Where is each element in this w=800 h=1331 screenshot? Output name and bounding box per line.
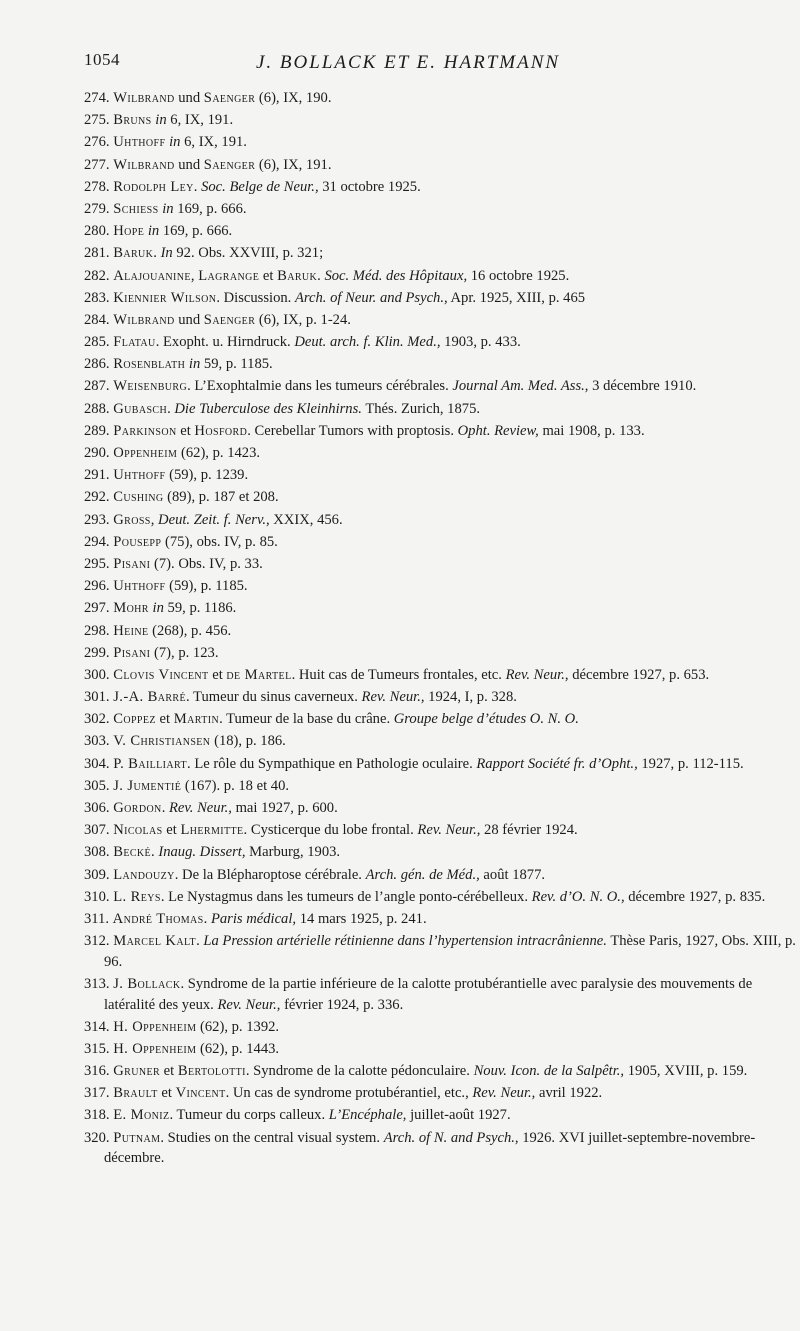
reference-entry xyxy=(84,376,796,397)
reference-text: . Exopht. u. Hirndruck. xyxy=(155,334,295,351)
reference-text: 59, p. 1186. xyxy=(163,600,237,617)
reference-entry xyxy=(84,332,796,353)
reference-author: Gross xyxy=(113,511,151,528)
reference-text: (268), p. 456. xyxy=(148,622,232,639)
reference-author: J. Bollack xyxy=(113,975,181,992)
reference-title: Arch. gén. de Méd., xyxy=(365,866,480,883)
reference-number: 274. xyxy=(84,90,114,106)
reference-entry xyxy=(84,443,796,464)
reference-entry xyxy=(84,576,796,597)
reference-text: . xyxy=(203,910,211,927)
reference-entry xyxy=(84,399,796,420)
reference-author: Saenger xyxy=(203,311,256,328)
reference-entry xyxy=(84,221,796,242)
reference-author: Mohr xyxy=(113,600,149,617)
reference-text: 6, IX, 191. xyxy=(180,134,247,151)
reference-entry xyxy=(84,820,796,841)
reference-title: in xyxy=(188,356,201,373)
reference-number: 300. xyxy=(84,666,114,683)
reference-text: und xyxy=(174,311,204,328)
reference-text: 31 octobre 1925. xyxy=(318,178,421,195)
reference-text: (18), p. 186. xyxy=(210,733,286,750)
reference-title: in xyxy=(155,112,167,129)
reference-text: 1926. XVI juillet-septembre-novembre-décembre. xyxy=(104,1129,756,1167)
reference-title: Rev. Neur., xyxy=(472,1085,536,1102)
reference-entry xyxy=(84,288,796,309)
reference-text: und xyxy=(174,156,204,173)
reference-entry xyxy=(84,155,796,176)
reference-text: . xyxy=(151,844,159,861)
reference-entry xyxy=(84,776,796,797)
reference-entry xyxy=(84,310,796,331)
reference-text: . Tumeur du sinus caverneux. xyxy=(186,689,362,706)
reference-text: (59), p. 1185. xyxy=(165,578,248,595)
reference-title: Paris médical, xyxy=(210,910,297,927)
reference-number: 279. xyxy=(84,200,114,217)
reference-text: . xyxy=(167,400,175,417)
reference-number: 275. xyxy=(84,112,114,129)
reference-text: (6), IX, 190. xyxy=(255,90,332,106)
reference-author: Baruk xyxy=(113,245,154,262)
reference-author: Pisani xyxy=(113,555,151,572)
reference-title: Nouv. Icon. de la Salpêtr., xyxy=(473,1063,625,1080)
reference-author: Hope xyxy=(113,223,145,240)
reference-text: , xyxy=(150,511,159,528)
reference-entry xyxy=(84,643,796,664)
reference-number: 283. xyxy=(84,289,114,306)
reference-text: . xyxy=(317,267,325,284)
reference-title: in xyxy=(169,134,181,151)
reference-author: Pousepp xyxy=(113,533,162,550)
reference-number: 280. xyxy=(84,223,114,240)
reference-number: 296. xyxy=(84,578,114,595)
reference-entry xyxy=(84,798,796,819)
reference-number: 314. xyxy=(84,1018,114,1035)
reference-entry xyxy=(84,865,796,886)
reference-title: Rev. Neur., xyxy=(217,996,281,1013)
reference-text: und xyxy=(174,90,204,106)
reference-number: 304. xyxy=(84,755,114,772)
reference-number: 307. xyxy=(84,822,114,839)
reference-author: Pisani xyxy=(113,644,151,661)
reference-text: Thèse Paris, 1927, Obs. XIII, p. 96. xyxy=(104,933,796,970)
reference-text: Apr. 1925, XIII, p. 465 xyxy=(447,289,586,306)
reference-number: 297. xyxy=(84,600,114,617)
reference-entry xyxy=(84,1083,796,1104)
reference-entry xyxy=(84,465,796,486)
reference-title: Deut. Zeit. f. Nerv., xyxy=(158,511,270,528)
reference-author: Martin xyxy=(173,711,220,728)
reference-entry xyxy=(84,731,796,752)
reference-author: Gordon xyxy=(113,800,162,816)
reference-text: (62), p. 1423. xyxy=(177,445,261,461)
reference-entry xyxy=(84,266,796,287)
reference-text: 1905, XVIII, p. 159. xyxy=(624,1063,748,1080)
reference-title: in xyxy=(162,200,174,217)
reference-number: 308. xyxy=(84,844,114,861)
reference-author: Clovis Vincent xyxy=(113,666,209,683)
reference-text: . Studies on the central visual system. xyxy=(160,1129,384,1146)
reference-text: . xyxy=(153,245,161,262)
reference-author: Kiennier Wilson xyxy=(113,289,217,306)
reference-author: Gubasch xyxy=(113,400,168,417)
reference-number: 286. xyxy=(84,356,114,373)
reference-number: 303. xyxy=(84,733,114,750)
reference-author: Cushing xyxy=(113,489,164,506)
reference-author: Heine xyxy=(113,622,149,639)
reference-text: mai 1908, p. 133. xyxy=(538,422,645,439)
reference-text: . xyxy=(193,178,202,195)
reference-number: 281. xyxy=(84,245,114,262)
reference-entry xyxy=(84,974,796,1015)
reference-entry xyxy=(84,487,796,508)
reference-text: 14 mars 1925, p. 241. xyxy=(296,910,427,927)
reference-text: . Syndrome de la partie inférieure de la calotte protubérantielle avec paralysie des mouvements de latéralité des yeux. xyxy=(104,975,753,1013)
reference-text: 1927, p. 112-115. xyxy=(637,755,744,772)
reference-author: Bruns xyxy=(113,112,152,129)
reference-text: décembre 1927, p. 835. xyxy=(624,888,766,905)
reference-entry xyxy=(84,199,796,220)
reference-title: Rapport Société fr. d’Opht., xyxy=(476,755,638,772)
reference-title: In xyxy=(160,245,173,262)
reference-text: (89), p. 187 et 208. xyxy=(163,489,279,506)
reference-text: août 1877. xyxy=(479,866,546,883)
reference-text: . Huit cas de Tumeurs frontales, etc. xyxy=(291,666,506,683)
reference-text: Marburg, 1903. xyxy=(245,844,341,861)
reference-author: Uhthoff xyxy=(113,134,166,151)
reference-number: 316. xyxy=(84,1063,114,1080)
reference-text: . De la Blépharoptose cérébrale. xyxy=(174,866,366,883)
reference-number: 277. xyxy=(84,156,114,173)
reference-text: 169, p. 666. xyxy=(173,200,247,217)
reference-author: Coppez xyxy=(113,711,156,728)
reference-title: Deut. arch. f. Klin. Med., xyxy=(294,334,441,351)
reference-text: 28 février 1924. xyxy=(480,822,578,839)
reference-entry xyxy=(84,1128,796,1169)
reference-number: 312. xyxy=(84,933,114,950)
reference-entry xyxy=(84,709,796,730)
reference-text: 59, p. 1185. xyxy=(200,356,273,373)
reference-author: Saenger xyxy=(203,156,256,173)
reference-text: et xyxy=(155,711,174,728)
reference-text: et xyxy=(160,1063,178,1080)
reference-number: 285. xyxy=(84,334,114,351)
reference-number: 302. xyxy=(84,711,114,728)
reference-text: 1903, p. 433. xyxy=(440,334,521,351)
reference-entry xyxy=(84,1105,796,1126)
reference-author: Gruner xyxy=(113,1063,161,1080)
reference-text: 6, IX, 191. xyxy=(166,112,234,129)
reference-author: Parkinson xyxy=(113,422,177,439)
reference-number: 278. xyxy=(84,178,114,195)
reference-author: J.-A. Barré xyxy=(113,689,187,706)
reference-text: 3 décembre 1910. xyxy=(588,378,697,395)
reference-entry xyxy=(84,621,796,642)
reference-number: 276. xyxy=(84,134,114,151)
reference-title: Rev. Neur., xyxy=(168,800,232,816)
reference-number: 292. xyxy=(84,489,114,506)
reference-author: Alajouanine xyxy=(113,267,191,284)
reference-text: (75), obs. IV, p. 85. xyxy=(161,533,278,550)
reference-author: Flatau xyxy=(113,334,156,351)
reference-author: H. Oppenheim xyxy=(113,1018,197,1035)
reference-number: 306. xyxy=(84,800,114,816)
reference-author: Uhthoff xyxy=(113,578,166,595)
reference-text: juillet-août 1927. xyxy=(406,1107,511,1124)
reference-author: Baruk xyxy=(277,267,318,284)
reference-text: février 1924, p. 336. xyxy=(280,996,404,1013)
reference-number: 298. xyxy=(84,622,114,639)
reference-author: de Martel xyxy=(226,666,292,683)
reference-title: L’Encéphale, xyxy=(328,1107,407,1124)
reference-number: 287. xyxy=(84,378,114,395)
reference-number: 291. xyxy=(84,467,114,484)
reference-text: . Tumeur du corps calleux. xyxy=(169,1107,329,1124)
reference-title: Journal Am. Med. Ass., xyxy=(452,378,589,395)
reference-author: Becké xyxy=(113,844,152,861)
reference-text: . Un cas de syndrome protubérantiel, etc., xyxy=(225,1085,473,1102)
reference-title: Soc. Méd. des Hôpitaux, xyxy=(324,267,468,284)
reference-author: Vincent xyxy=(175,1085,226,1102)
reference-author: Lhermitte xyxy=(180,822,244,839)
reference-title: in xyxy=(152,600,164,617)
reference-author: Nicolas xyxy=(113,822,163,839)
reference-entry xyxy=(84,1039,796,1060)
reference-entry xyxy=(84,754,796,775)
reference-text: (7). Obs. IV, p. 33. xyxy=(150,555,263,572)
reference-author: J. Jumentié xyxy=(113,777,182,794)
reference-number: 284. xyxy=(84,311,114,328)
reference-title: La Pression artérielle rétinienne dans l’hypertension intracrânienne. xyxy=(203,933,607,950)
reference-text: . xyxy=(161,800,169,816)
reference-entry xyxy=(84,532,796,553)
reference-author: André Thomas xyxy=(112,910,204,927)
reference-text: (62), p. 1443. xyxy=(196,1040,280,1057)
reference-entry xyxy=(84,598,796,619)
reference-title: Rev. Neur., xyxy=(417,822,481,839)
reference-entry xyxy=(84,510,796,531)
reference-author: Uhthoff xyxy=(113,467,166,484)
reference-text: (62), p. 1392. xyxy=(196,1018,280,1035)
reference-title: Rev. Neur., xyxy=(361,689,425,706)
reference-text: . Discussion. xyxy=(216,289,295,306)
reference-title: Soc. Belge de Neur., xyxy=(201,178,319,195)
reference-number: 320. xyxy=(84,1129,114,1146)
reference-title: Rev. Neur., xyxy=(505,666,569,683)
reference-text: . Cerebellar Tumors with proptosis. xyxy=(247,422,458,439)
reference-author: V. Christiansen xyxy=(113,733,211,750)
reference-entry xyxy=(84,1061,796,1082)
reference-number: 305. xyxy=(84,777,114,794)
reference-number: 301. xyxy=(84,689,114,706)
reference-author: Rodolph Ley xyxy=(113,178,194,195)
reference-author: H. Oppenheim xyxy=(113,1040,197,1057)
running-head: J. BOLLACK ET E. HARTMANN xyxy=(256,52,561,73)
reference-author: Rosenblath xyxy=(113,356,186,373)
reference-text: avril 1922. xyxy=(535,1085,603,1102)
reference-text: 1924, I, p. 328. xyxy=(424,689,517,706)
reference-title: Groupe belge d’études O. N. O. xyxy=(393,711,579,728)
reference-text: et xyxy=(176,422,195,439)
reference-text: décembre 1927, p. 653. xyxy=(568,666,710,683)
reference-number: 293. xyxy=(84,511,114,528)
reference-number: 295. xyxy=(84,555,114,572)
reference-number: 282. xyxy=(84,267,114,284)
reference-number: 290. xyxy=(84,445,114,461)
reference-title: in xyxy=(147,223,160,240)
reference-entry xyxy=(84,177,796,198)
reference-title: Arch. of Neur. and Psych., xyxy=(294,289,448,306)
reference-title: Die Tuberculose des Kleinhirns. xyxy=(174,400,362,417)
reference-text: . Cysticerque du lobe frontal. xyxy=(243,822,418,839)
reference-text: 92. Obs. XXVIII, p. 321; xyxy=(172,245,324,262)
reference-author: L. Reys xyxy=(113,888,161,905)
reference-text: mai 1927, p. 600. xyxy=(231,800,338,816)
reference-author: Lagrange xyxy=(198,267,260,284)
reference-text: . Syndrome de la calotte pédonculaire. xyxy=(245,1063,474,1080)
reference-number: 315. xyxy=(84,1040,114,1057)
reference-number: 299. xyxy=(84,644,114,661)
reference-text: 169, p. 666. xyxy=(159,223,233,240)
reference-author: Wilbrand xyxy=(113,311,175,328)
reference-entry xyxy=(84,132,796,153)
reference-entry xyxy=(84,665,796,686)
reference-author: Landouzy xyxy=(113,866,175,883)
reference-number: 318. xyxy=(84,1107,114,1124)
reference-author: Marcel Kalt xyxy=(113,933,197,950)
reference-author: Bertolotti xyxy=(177,1063,246,1080)
reference-author: Oppenheim xyxy=(113,445,178,461)
reference-entry xyxy=(84,88,796,109)
page-number: 1054 xyxy=(84,50,120,69)
reference-text: et xyxy=(259,267,278,284)
reference-number: 311. xyxy=(84,910,113,927)
reference-entry xyxy=(84,421,796,442)
reference-entry xyxy=(84,554,796,575)
reference-text: 16 octobre 1925. xyxy=(467,267,570,284)
reference-entry xyxy=(84,931,796,972)
reference-text: (6), IX, 191. xyxy=(255,156,332,173)
reference-number: 313. xyxy=(84,975,114,992)
reference-entry xyxy=(84,909,796,930)
reference-title: Inaug. Dissert, xyxy=(158,844,246,861)
reference-text: . Le rôle du Sympathique en Pathologie oculaire. xyxy=(187,755,477,772)
reference-text: (59), p. 1239. xyxy=(165,467,249,484)
reference-number: 289. xyxy=(84,422,114,439)
reference-author: Schiess xyxy=(113,200,159,217)
reference-text: et xyxy=(157,1085,176,1102)
reference-number: 294. xyxy=(84,533,114,550)
reference-text: , xyxy=(190,267,199,284)
reference-text: et xyxy=(162,822,181,839)
reference-list xyxy=(84,88,796,1170)
reference-number: 317. xyxy=(84,1085,114,1102)
reference-entry xyxy=(84,354,796,375)
reference-entry xyxy=(84,110,796,131)
reference-text: et xyxy=(208,666,227,683)
reference-text: . xyxy=(196,933,204,950)
reference-number: 288. xyxy=(84,400,114,417)
reference-text: Thés. Zurich, 1875. xyxy=(361,400,481,417)
reference-author: Wilbrand xyxy=(113,156,175,173)
reference-title: Arch. of N. and Psych., xyxy=(383,1129,519,1146)
reference-entry xyxy=(84,243,796,264)
reference-author: E. Moniz xyxy=(113,1107,170,1124)
reference-text: . L’Exophtalmie dans les tumeurs cérébrales. xyxy=(187,378,453,395)
reference-text: (7), p. 123. xyxy=(150,644,219,661)
reference-author: Hosford xyxy=(194,422,248,439)
reference-author: Brault xyxy=(113,1085,158,1102)
reference-entry xyxy=(84,1017,796,1038)
reference-text: (167). p. 18 et 40. xyxy=(181,777,290,794)
reference-author: Weisenburg xyxy=(113,378,188,395)
reference-number: 309. xyxy=(84,866,114,883)
reference-entry xyxy=(84,842,796,863)
reference-text: XXIX, 456. xyxy=(269,511,343,528)
reference-author: Saenger xyxy=(203,90,256,106)
reference-number: 310. xyxy=(84,888,114,905)
reference-text: (6), IX, p. 1-24. xyxy=(255,311,351,328)
reference-text: . Tumeur de la base du crâne. xyxy=(219,711,394,728)
reference-entry xyxy=(84,687,796,708)
reference-entry xyxy=(84,887,796,908)
reference-title: Opht. Review, xyxy=(457,422,539,439)
reference-title: Rev. d’O. N. O., xyxy=(531,888,625,905)
reference-author: Putnam xyxy=(113,1129,161,1146)
reference-author: P. Bailliart xyxy=(113,755,188,772)
reference-text: . Le Nystagmus dans les tumeurs de l’angle ponto-cérébelleux. xyxy=(160,888,532,905)
reference-author: Wilbrand xyxy=(113,90,175,106)
